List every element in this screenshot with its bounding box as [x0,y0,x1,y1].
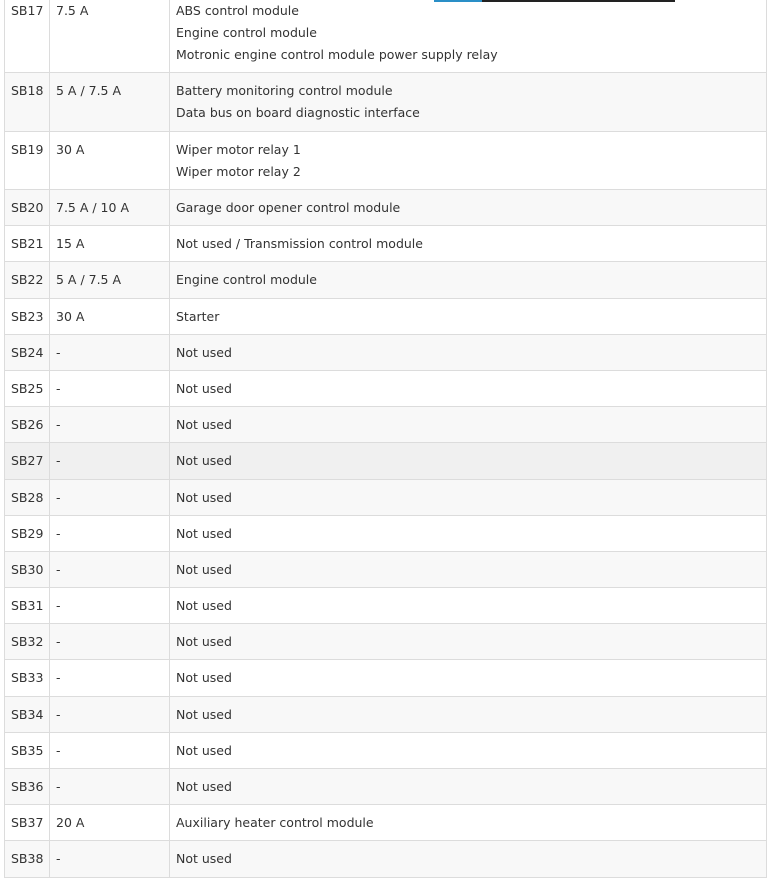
amperage-cell: - [50,732,170,768]
fuse-cell: SB32 [5,624,50,660]
description-cell [170,443,767,479]
fuse-cell: SB37 [5,805,50,841]
table-row [5,696,767,732]
description-line: Not used [176,525,232,541]
amperage-cell: 15 A [50,226,170,262]
description-cell [170,841,767,877]
fuse-cell: SB22 [5,262,50,298]
description-cell [170,588,767,624]
table-row [5,334,767,370]
amperage-cell: - [50,696,170,732]
description-cell [170,262,767,298]
fuse-cell: SB31 [5,588,50,624]
description-cell [170,190,767,226]
description-line: Garage door opener control module [176,200,401,215]
amperage-cell: - [50,769,170,805]
description-cell [170,769,767,805]
amperage-cell: 5 A / 7.5 A [50,262,170,298]
table-row [5,805,767,841]
description-line: Wiper motor relay 1 [176,141,301,157]
description-line: Not used [176,634,232,650]
table-row [5,226,767,262]
table-row [5,660,767,696]
table-row [5,551,767,587]
description-cell [170,370,767,406]
fuse-cell: SB35 [5,732,50,768]
description-cell [170,298,767,334]
fuse-cell: SB17 [5,0,50,73]
fuse-cell: SB34 [5,696,50,732]
description-cell [170,0,767,73]
description-line: Engine control module [176,272,317,288]
description-line: ABS control module [176,3,299,18]
fuse-cell: SB29 [5,515,50,551]
description-line: Not used [176,453,232,469]
amperage-cell: - [50,443,170,479]
description-cell [170,515,767,551]
amperage-cell: 7.5 A / 10 A [50,190,170,226]
description-line: Not used / Transmission control module [176,236,423,252]
description-line: Not used [176,561,232,577]
amperage-cell: 20 A [50,805,170,841]
description-cell [170,805,767,841]
table-row [5,479,767,515]
amperage-cell: - [50,370,170,406]
amperage-cell: - [50,479,170,515]
description-line: Data bus on board diagnostic interface [176,105,420,120]
amperage-cell: - [50,407,170,443]
description-line: Battery monitoring control module [176,83,393,98]
amperage-cell: - [50,841,170,877]
amperage-cell: - [50,551,170,587]
amperage-cell: - [50,624,170,660]
description-line: Not used [176,489,232,505]
description-cell [170,226,767,262]
description-line: Not used [176,851,232,867]
fuse-cell: SB25 [5,370,50,406]
table-row [5,0,767,73]
amperage-cell: 7.5 A [50,0,170,73]
description-cell [170,334,767,370]
description-line: Motronic engine control module power supply relay [176,47,498,62]
description-cell [170,73,767,132]
table-row [5,515,767,551]
table-row [5,443,767,479]
description-line: Not used [176,779,232,794]
amperage-cell: 30 A [50,298,170,334]
table-row [5,769,767,805]
description-cell [170,624,767,660]
fuse-cell: SB18 [5,73,50,132]
description-line: Auxiliary heater control module [176,815,374,831]
fuse-cell: SB33 [5,660,50,696]
table-row [5,190,767,226]
fuse-cell: SB21 [5,226,50,262]
table-row [5,588,767,624]
fuse-cell: SB20 [5,190,50,226]
description-cell [170,131,767,190]
fuse-table [4,0,767,878]
fuse-cell: SB38 [5,841,50,877]
fuse-cell: SB19 [5,131,50,190]
amperage-cell: - [50,588,170,624]
amperage-cell: - [50,515,170,551]
description-line: Not used [176,417,232,433]
amperage-cell: - [50,660,170,696]
table-row [5,262,767,298]
fuse-cell: SB27 [5,443,50,479]
description-cell [170,732,767,768]
description-line: Not used [176,344,232,360]
description-line: Wiper motor relay 2 [176,163,301,179]
description-cell [170,660,767,696]
table-row [5,841,767,877]
fuse-cell: SB36 [5,769,50,805]
table-row [5,131,767,190]
description-cell [170,479,767,515]
fuse-cell: SB23 [5,298,50,334]
fuse-cell: SB24 [5,334,50,370]
description-cell [170,696,767,732]
description-line: Not used [176,706,232,722]
table-row [5,73,767,132]
description-line: Not used [176,598,232,614]
table-row [5,624,767,660]
table-row [5,298,767,334]
table-row [5,732,767,768]
fuse-cell: SB28 [5,479,50,515]
table-row [5,370,767,406]
fuse-cell: SB30 [5,551,50,587]
amperage-cell: 5 A / 7.5 A [50,73,170,132]
table-row [5,407,767,443]
description-line: Not used [176,742,232,758]
description-cell [170,407,767,443]
description-line: Engine control module [176,25,317,40]
amperage-cell: 30 A [50,131,170,190]
fuse-table-body [5,0,767,877]
fuse-cell: SB26 [5,407,50,443]
description-line: Not used [176,380,232,396]
description-line: Not used [176,670,232,686]
amperage-cell: - [50,334,170,370]
description-line: Starter [176,308,220,324]
description-cell [170,551,767,587]
